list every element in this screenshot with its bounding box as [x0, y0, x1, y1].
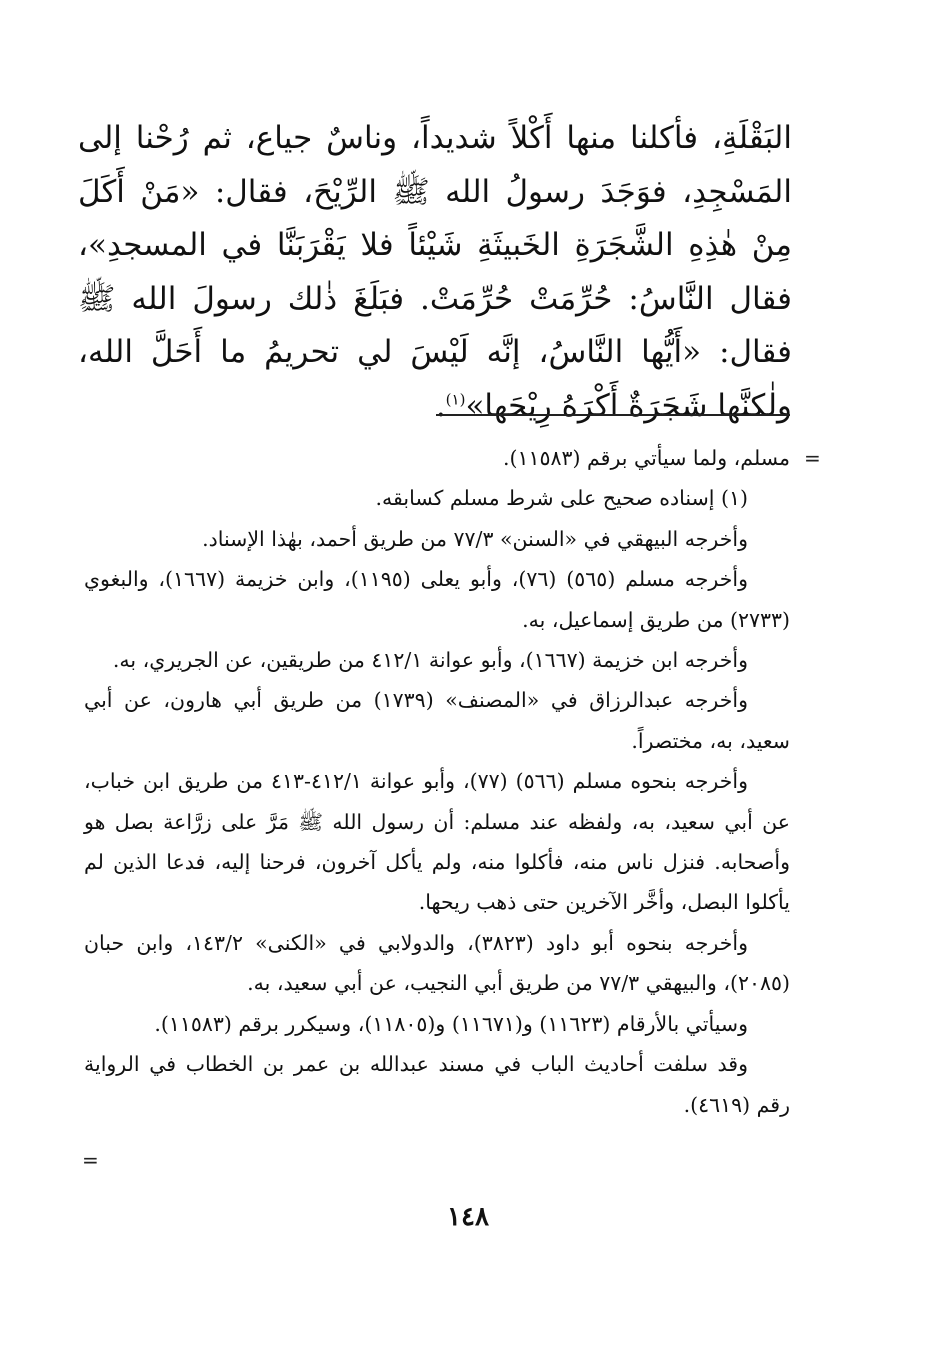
footnotes-section — [84, 438, 790, 1125]
footnote-paragraph: وقد سلفت أحاديث الباب في مسند عبدالله بن عمر بن الخطاب في الرواية رقم (٤٦١٩). — [84, 1052, 790, 1117]
footnote-paragraph: وأخرجه البيهقي في «السنن» ٧٧/٣ من طريق أحمد، بهٰذا الإسناد. — [202, 526, 748, 551]
footnote-continuation-marker-top: = — [804, 446, 821, 470]
footnote-continuation-marker-bottom: = — [82, 1148, 99, 1172]
footnote-paragraph: وسيأتي بالأرقام (١١٦٢٣) و(١١٦٧١) و(١١٨٠٥)، وسيكرر برقم (١١٥٨٣). — [154, 1011, 748, 1036]
footnote-paragraph: وأخرجه عبدالرزاق في «المصنف» (١٧٣٩) من طريق أبي هارون، عن أبي سعيد، به، مختصراً. — [84, 688, 790, 753]
footnote-paragraph: وأخرجه ابن خزيمة (١٦٦٧)، وأبو عوانة ٤١٢/١ من طريقين، عن الجريري، به. — [112, 648, 748, 673]
footnote-separator — [436, 414, 790, 416]
main-text-end-punct: . — [435, 387, 446, 424]
footnote-reference: (١) — [445, 390, 466, 409]
footnote-paragraph: وأخرجه مسلم (٥٦٥) (٧٦)، وأبو يعلى (١١٩٥)، وابن خزيمة (١٦٦٧)، والبغوي (٢٧٣٣) من طريق إسماعيل، به. — [84, 567, 790, 632]
footnote-paragraph: وأخرجه بنحوه مسلم (٥٦٦) (٧٧)، وأبو عوانة ٤١٢/١-٤١٣ من طريق ابن خباب، عن أبي سعيد، به، ولفظه عند مسلم: أن رسول الله ﷺ مَرَّ على زرَّاعة بصل هو وأصحابه. فنزل ناس منه، فأكلوا منه، ولم يأكل آخرون، فرحنا إليه، فدعا الذين لم يأكلوا البصل، وأخَّر الآخرين حتى ذهب ريحها. — [84, 769, 790, 915]
footnote-paragraph: وأخرجه بنحوه أبو داود (٣٨٢٣)، والدولابي في «الكنى» ١٤٣/٢، وابن حبان (٢٠٨٥)، والبيهقي ٧٧/٣ من طريق أبي النجيب، عن أبي سعيد، به. — [84, 930, 790, 996]
footnote-paragraph: (١) إسناده صحيح على شرط مسلم كسابقه. — [375, 486, 748, 511]
page-number: ١٤٨ — [447, 1202, 489, 1232]
footnote-paragraph: مسلم، ولما سيأتي برقم (١١٥٨٣). — [502, 446, 790, 470]
main-hadith-text — [78, 112, 792, 433]
main-text-body: البَقْلَةِ، فأكلنا منها أَكْلاً شديداً، وناسٌ جياع، ثم رُحْنا إلى المَسْجِدِ، فوَجَدَ رسولُ الله ﷺ الرِّيْحَ، فقال: «مَنْ أَكَلَ مِنْ هٰذِهِ الشَّجَرَةِ الخَبيثَةِ شَيْئاً فلا يَقْرَبَنَّا في المسجدِ»، فقال النَّاسُ: حُرِّمَتْ حُرِّمَتْ. فبَلَغَ ذٰلك رسولَ الله ﷺ فقال: «أَيُّها النَّاسُ، إنَّه لَيْسَ لي تحريمُ ما أَحَلَّ الله، ولٰكنَّها شَجَرَةٌ أَكْرَهُ رِيْحَها» — [78, 120, 792, 424]
